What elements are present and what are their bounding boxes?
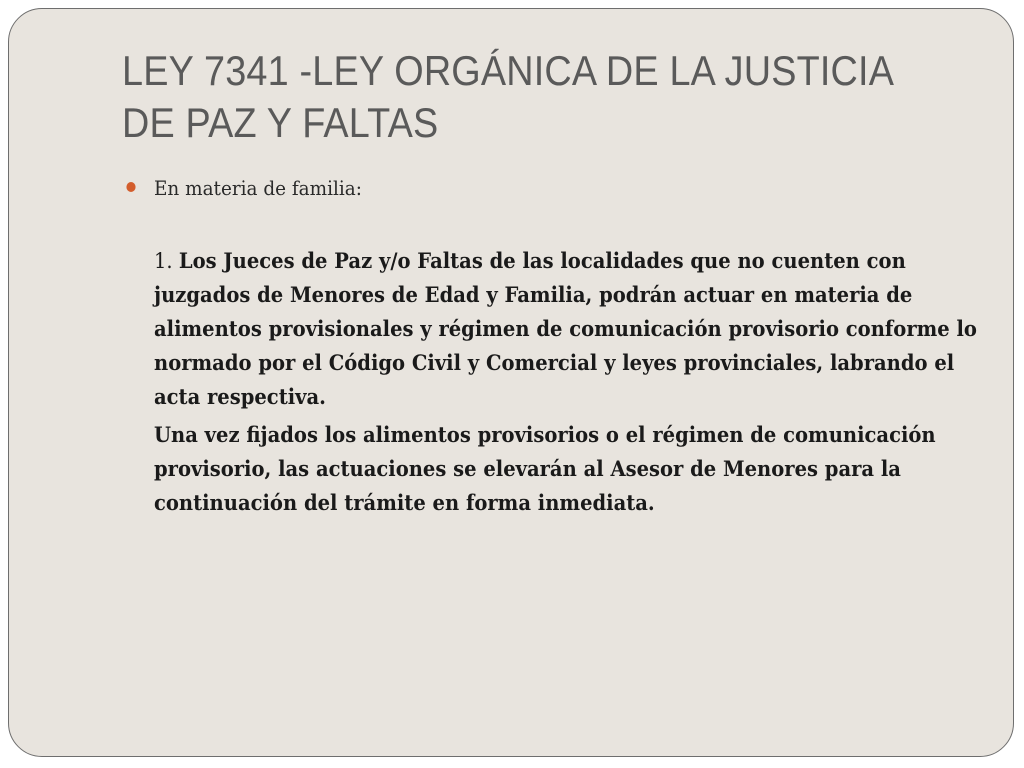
bullet-text: En materia de familia: — [154, 176, 362, 200]
slide-title: LEY 7341 -LEY ORGÁNICA DE LA JUSTICIA DE PAZ Y FALTAS — [122, 47, 893, 146]
paragraph-2 — [154, 418, 982, 520]
paragraph-1 — [154, 244, 982, 414]
paragraph-1-number: 1. — [154, 249, 173, 273]
slide-content — [154, 174, 984, 520]
paragraph-1-text: Los Jueces de Paz y/o Faltas de las localidades que no cuenten con juzgados de Menores de Edad y Familia, podrán actuar en materia de alimentos provisionales y régimen de comunicación provisorio conforme lo normado por el Código Civil y Comercial y leyes provinciales, labrando el acta respectiva. — [154, 248, 977, 409]
bullet-item — [154, 174, 918, 202]
slide — [8, 8, 1014, 757]
bullet-dot-icon — [126, 182, 135, 192]
paragraph-2-text: Una vez fijados los alimentos provisorios o el régimen de comunicación provisorio, las actuaciones se elevarán al Asesor de Menores para la continuación del trámite en forma inmediata. — [154, 422, 936, 515]
